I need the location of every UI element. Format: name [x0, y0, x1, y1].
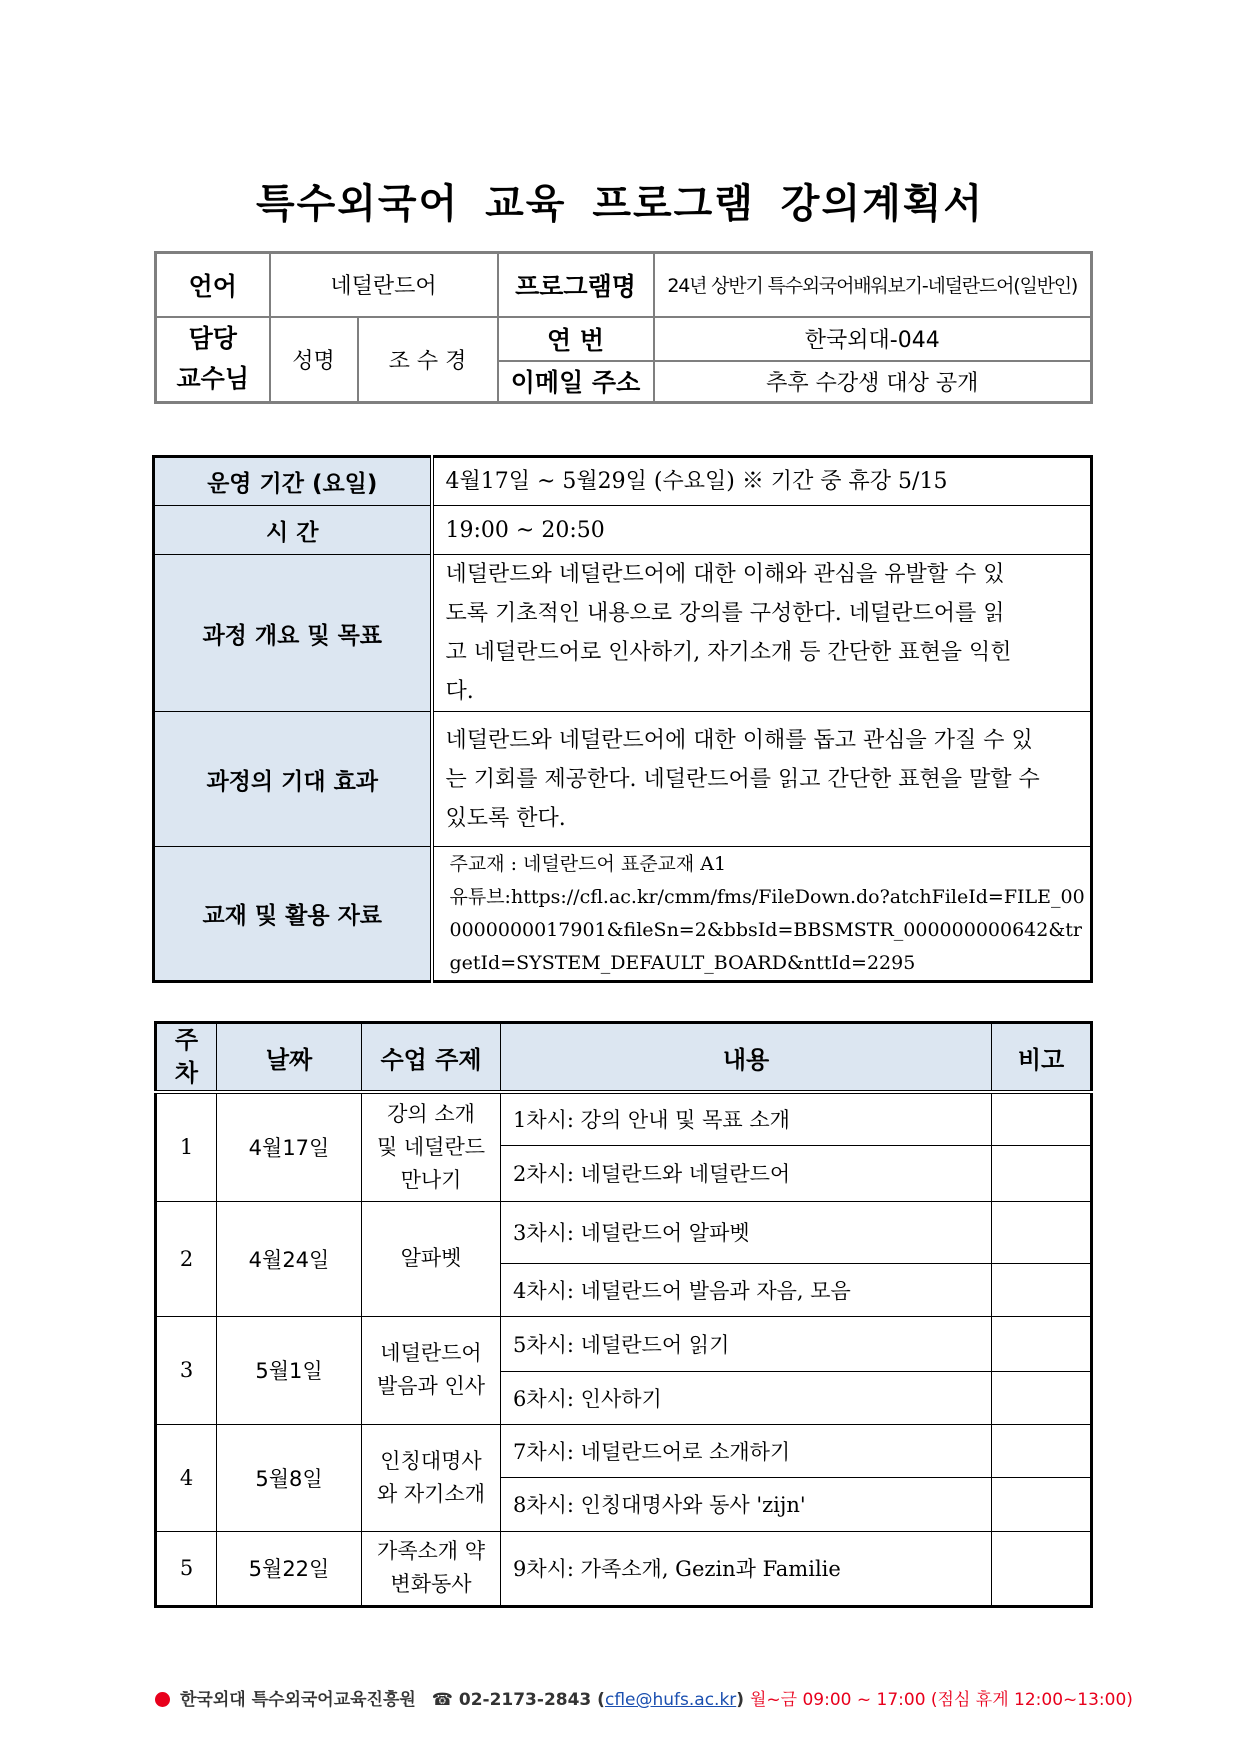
topic-header: 수업 주제 [362, 1023, 501, 1093]
materials-label: 교재 및 활용 자료 [154, 847, 432, 982]
footer: 한국외대 특수외국어교육진흥원 ☎ 02-2173-2843 (cfle@hufs.ac.kr) 월~금 09:00 ~ 17:00 (점심 휴게 12:00~13:00) [155, 1685, 1133, 1710]
page-title: 특수외국어 교육 프로그램 강의계획서 [255, 181, 985, 227]
session-content: 5차시: 네덜란드어 읽기 [501, 1316, 992, 1371]
effect-value: 네덜란드와 네덜란드어에 대한 이해를 돕고 관심을 가질 수 있는 기회를 제공한다. 네덜란드어를 읽고 간단한 표현을 말할 수 있도록 한다. [432, 712, 1092, 847]
week-number: 5 [156, 1531, 217, 1606]
language-label: 언어 [156, 253, 270, 317]
session-content: 3차시: 네덜란드어 알파벳 [501, 1201, 992, 1263]
name-value: 조 수 경 [358, 317, 498, 403]
schedule-table [154, 1021, 1093, 1608]
language-value: 네덜란드어 [270, 253, 498, 317]
phone-icon: ☎ [431, 1690, 453, 1710]
week-topic: 가족소개 약변화동사 [362, 1531, 501, 1606]
email-label: 이메일 주소 [498, 361, 654, 403]
week-date: 5월22일 [217, 1531, 362, 1606]
table-row [156, 1316, 1092, 1371]
note-cell [992, 1371, 1092, 1424]
table-row [156, 1531, 1092, 1606]
session-content: 9차시: 가족소개, Gezin과 Familie [501, 1531, 992, 1606]
time-value: 19:00 ~ 20:50 [432, 506, 1092, 555]
week-topic: 네덜란드어 발음과 인사 [362, 1316, 501, 1424]
session-content: 8차시: 인칭대명사와 동사 'zijn' [501, 1477, 992, 1531]
week-number: 2 [156, 1201, 217, 1316]
name-label: 성명 [270, 317, 358, 403]
note-cell [992, 1477, 1092, 1531]
week-header [156, 1023, 217, 1093]
program-label: 프로그램명 [498, 253, 654, 317]
week-topic: 강의 소개 및 네덜란드 만나기 [362, 1092, 501, 1201]
overview-label: 과정 개요 및 목표 [154, 555, 432, 712]
table-row [156, 1201, 1092, 1263]
effect-label: 과정의 기대 효과 [154, 712, 432, 847]
week-date: 4월17일 [217, 1092, 362, 1201]
week-date: 5월1일 [217, 1316, 362, 1424]
red-dot-icon [155, 1692, 170, 1707]
week-header-line1: 주 [174, 1026, 199, 1054]
note-cell [992, 1531, 1092, 1606]
week-topic: 인칭대명사와 자기소개 [362, 1424, 501, 1531]
materials-value [432, 847, 1092, 982]
program-value: 24년 상반기 특수외국어배워보기-네덜란드어(일반인) [654, 253, 1092, 317]
footer-org: 한국외대 특수외국어교육진흥원 [180, 1690, 416, 1710]
footer-email[interactable]: cfle@hufs.ac.kr [604, 1690, 737, 1710]
session-content: 2차시: 네덜란드와 네덜란드어 [501, 1145, 992, 1201]
materials-main: 주교재 : 네덜란드어 표준교재 A1 [449, 852, 727, 875]
note-cell [992, 1201, 1092, 1263]
week-topic: 알파벳 [362, 1201, 501, 1316]
note-cell [992, 1424, 1092, 1477]
footer-phone: 02-2173-2843 [458, 1690, 592, 1710]
overview-value: 네덜란드와 네덜란드어에 대한 이해와 관심을 유발할 수 있도록 기초적인 내용으로 강의를 구성한다. 네덜란드어를 읽고 네덜란드어로 인사하기, 자기소개 등 간단한 표현을 익힌다. [432, 555, 1092, 712]
session-content: 6차시: 인사하기 [501, 1371, 992, 1424]
week-header-line2: 차 [174, 1059, 199, 1087]
info-table [154, 251, 1093, 404]
professor-label [156, 317, 270, 403]
time-label: 시 간 [154, 506, 432, 555]
note-cell [992, 1316, 1092, 1371]
week-date: 4월24일 [217, 1201, 362, 1316]
table-row [156, 1092, 1092, 1145]
note-header: 비고 [992, 1023, 1092, 1093]
note-cell [992, 1145, 1092, 1201]
session-content: 1차시: 강의 안내 및 목표 소개 [501, 1092, 992, 1145]
professor-label-line2: 교수님 [176, 364, 249, 394]
professor-label-line1: 담당 [188, 324, 237, 354]
footer-hours: 월~금 09:00 ~ 17:00 (점심 휴게 12:00~13:00) [749, 1690, 1133, 1710]
table-row [156, 1424, 1092, 1477]
session-content: 7차시: 네덜란드어로 소개하기 [501, 1424, 992, 1477]
course-table [152, 455, 1093, 983]
content-header: 내용 [501, 1023, 992, 1093]
week-number: 3 [156, 1316, 217, 1424]
period-value: 4월17일 ~ 5월29일 (수요일) ※ 기간 중 휴강 5/15 [432, 457, 1092, 506]
session-content: 4차시: 네덜란드어 발음과 자음, 모음 [501, 1263, 992, 1316]
date-header: 날짜 [217, 1023, 362, 1093]
week-date: 5월8일 [217, 1424, 362, 1531]
note-cell [992, 1263, 1092, 1316]
note-cell [992, 1092, 1092, 1145]
email-value: 추후 수강생 대상 공개 [654, 361, 1092, 403]
week-number: 1 [156, 1092, 217, 1201]
materials-youtube: 유튜브:https://cfl.ac.kr/cmm/fms/FileDown.do?atchFileId=FILE_000000000017901&fileSn=2&bbsId=BBSMSTR_000000000642&trgetId=SYSTEM_DEFAULT_BOARD&nttId=2295 [449, 885, 1085, 974]
serial-label: 연 번 [498, 317, 654, 361]
period-label: 운영 기간 (요일) [154, 457, 432, 506]
serial-value: 한국외대-044 [654, 317, 1092, 361]
week-number: 4 [156, 1424, 217, 1531]
